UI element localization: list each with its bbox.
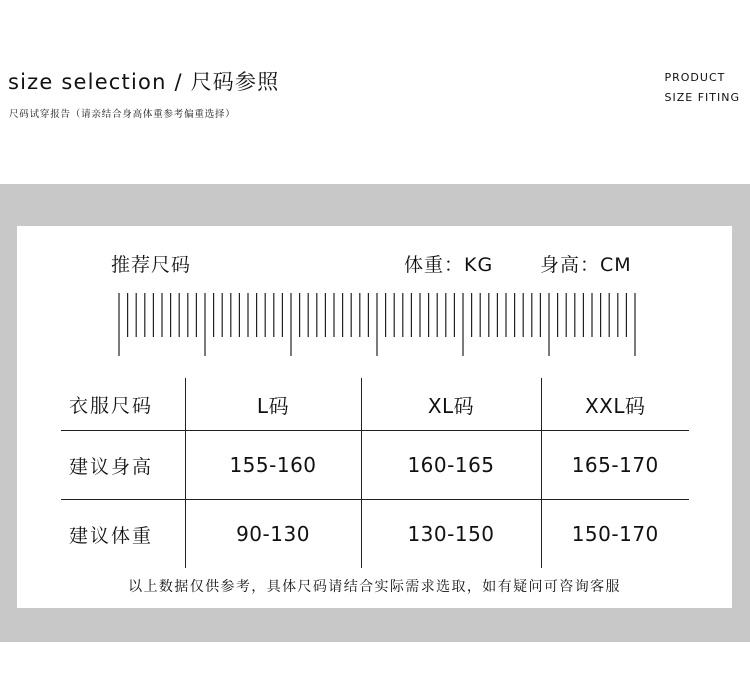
table-header-row xyxy=(61,378,689,431)
table-row-height xyxy=(61,431,689,500)
brand-block xyxy=(665,68,741,108)
recommend-size-label: 推荐尺码 xyxy=(111,254,192,276)
header-area xyxy=(0,0,750,184)
row-label-weight: 建议体重 xyxy=(61,500,185,569)
size-chart-card xyxy=(17,226,732,608)
cell-height-xl: 160-165 xyxy=(361,431,541,500)
header-cell-garment-size: 衣服尺码 xyxy=(61,378,185,431)
row-label-height: 建议身高 xyxy=(61,431,185,500)
page-title: size selection / 尺码参照 xyxy=(8,70,280,94)
header-cell-xxl: XXL码 xyxy=(541,378,689,431)
weight-unit-label: 体重：KG xyxy=(404,254,494,276)
cell-height-l: 155-160 xyxy=(185,431,361,500)
brand-line-size-fiting: SIZE FITING xyxy=(664,91,740,104)
table-row-weight xyxy=(61,500,689,569)
cell-height-xxl: 165-170 xyxy=(541,431,689,500)
cell-weight-xl: 130-150 xyxy=(361,500,541,569)
page-subtitle: 尺码试穿报告（请亲结合身高体重参考偏重选择） xyxy=(9,109,236,120)
cell-weight-xxl: 150-170 xyxy=(571,522,659,546)
ruler-decoration xyxy=(117,293,639,357)
header-cell-l: L码 xyxy=(185,378,361,431)
disclaimer-note: 以上数据仅供参考，具体尺码请结合实际需求选取，如有疑问可咨询客服 xyxy=(128,579,621,595)
cell-weight-l: 90-130 xyxy=(185,500,361,569)
size-table xyxy=(61,378,689,568)
height-unit-label: 身高：CM xyxy=(540,254,632,276)
brand-line-product: PRODUCT xyxy=(664,71,726,84)
header-cell-xl: XL码 xyxy=(361,378,541,431)
